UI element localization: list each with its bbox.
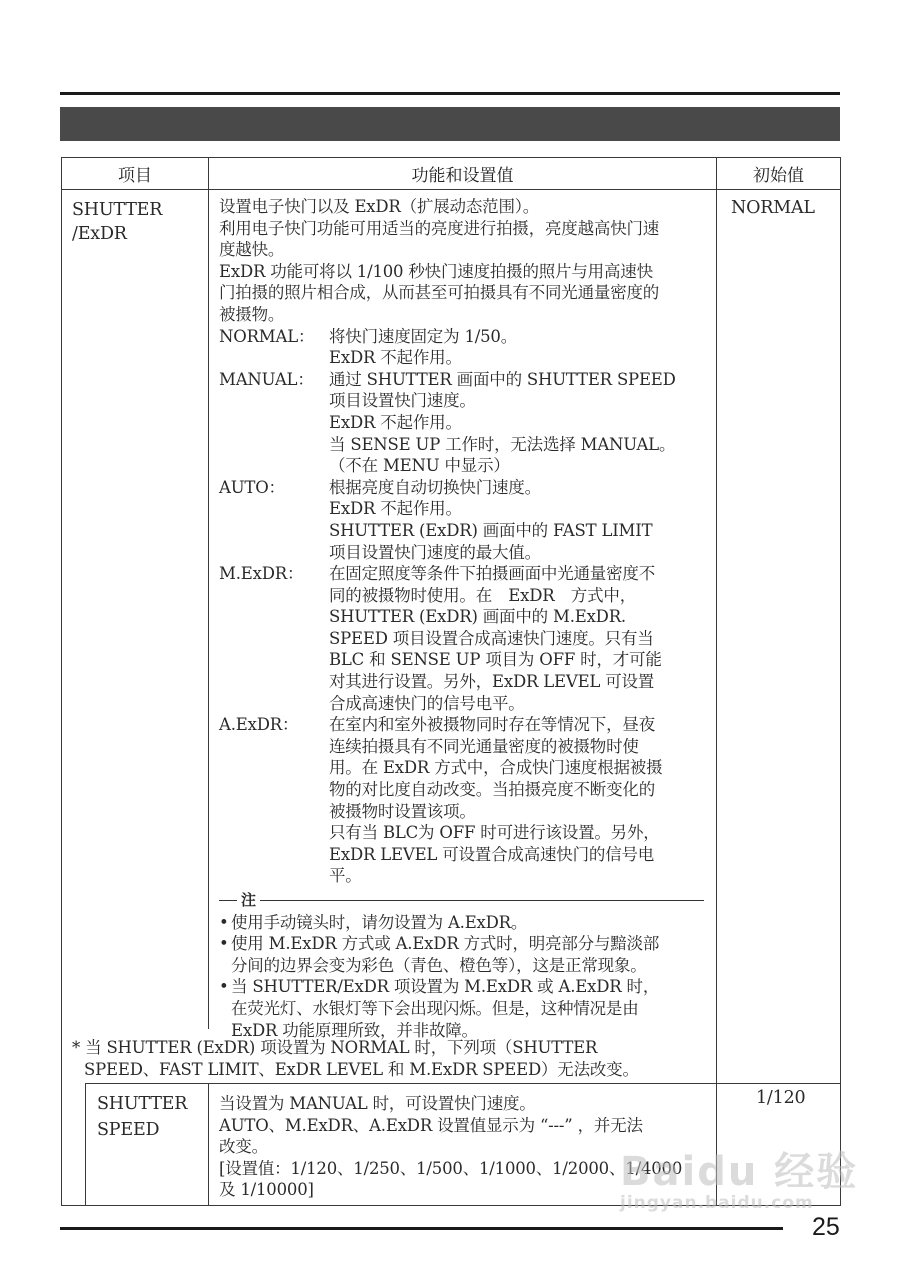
watermark-logo-text: Baidu 经验 <box>620 1149 859 1195</box>
bullet-icon: • <box>219 912 229 932</box>
table-left-border <box>61 157 62 1206</box>
desc-line: 设置电子快门以及 ExDR（扩展动态范围）。 <box>219 197 540 216</box>
subrow-top-border <box>85 1083 841 1084</box>
item-label-line: /ExDR <box>72 224 127 244</box>
table-right-border <box>840 157 841 1206</box>
option-line: 根据亮度自动切换快门速度。 <box>329 477 541 497</box>
desc-line: 及 1/10000] <box>219 1180 314 1200</box>
description-shutter-exdr <box>219 196 704 1041</box>
note-bullet <box>219 933 704 976</box>
note-line: 当 SHUTTER/ExDR 项设置为 M.ExDR 或 A.ExDR 时， <box>231 977 660 997</box>
option-normal <box>219 326 704 369</box>
note-dash <box>219 900 237 901</box>
option-line: 通过 SHUTTER 画面中的 SHUTTER SPEED <box>329 369 676 389</box>
note-line: ExDR 功能原理所致，并非故障。 <box>231 1020 478 1040</box>
option-line: ExDR 不起作用。 <box>329 499 462 519</box>
item-shutter-speed <box>97 1091 187 1143</box>
option-line: ExDR 不起作用。 <box>329 412 462 432</box>
header-bottom-border <box>61 189 841 190</box>
option-line: 被摄物时设置该项。 <box>329 801 476 821</box>
note-line: 使用 M.ExDR 方式或 A.ExDR 方式时，明亮部分与黯淡部 <box>231 934 660 954</box>
description-shutter-speed <box>219 1093 682 1201</box>
option-line: 项目设置快门速度。 <box>329 391 476 411</box>
note-heading <box>219 890 704 912</box>
note-line: 在荧光灯、水银灯等下会出现闪烁。但是，这种情况是由 <box>231 998 639 1018</box>
header-item: 项目 <box>118 166 152 186</box>
option-key: NORMAL： <box>219 326 315 346</box>
option-auto <box>219 477 704 563</box>
subrow-left-border <box>85 1083 86 1206</box>
note-rule <box>260 900 704 901</box>
baidu-watermark <box>620 1140 858 1213</box>
option-line: 对其进行设置。另外，ExDR LEVEL 可设置 <box>329 672 655 692</box>
desc-line: 当设置为 MANUAL 时，可设置快门速度。 <box>219 1094 536 1113</box>
desc-line: 门拍摄的照片相合成，从而甚至可拍摄具有不同光通量密度的 <box>219 283 660 303</box>
initial-value-shutter-speed: 1/120 <box>756 1088 806 1108</box>
option-line: 平。 <box>329 866 362 886</box>
item-label-line: SHUTTER <box>97 1094 188 1114</box>
option-line: 物的对比度自动改变。当拍摄亮度不断变化的 <box>329 780 656 800</box>
bullet-icon: • <box>219 977 229 997</box>
item-label-line: SHUTTER <box>72 200 163 220</box>
item-shutter-exdr <box>72 198 162 246</box>
desc-line: 度越快。 <box>219 240 285 260</box>
desc-line: AUTO、M.ExDR、A.ExDR 设置值显示为 “---” ，并无法 <box>219 1115 643 1135</box>
option-line: BLC 和 SENSE UP 项目为 OFF 时，才可能 <box>329 650 662 670</box>
option-line: 只有当 BLC为 OFF 时可进行该设置。另外， <box>329 823 660 843</box>
bottom-rule <box>60 1227 783 1230</box>
note-line: 使用手动镜头时，请勿设置为 A.ExDR。 <box>231 912 528 932</box>
option-key: A.ExDR： <box>219 715 299 735</box>
option-line: 项目设置快门速度的最大值。 <box>329 542 541 562</box>
watermark-url: jingyan.baidu.com <box>620 1193 814 1213</box>
option-line: （不在 MENU 中显示） <box>329 456 510 476</box>
bullet-icon: • <box>219 934 229 954</box>
option-key: MANUAL： <box>219 369 314 389</box>
desc-line: 改变。 <box>219 1137 268 1157</box>
page-number: 25 <box>812 1213 840 1241</box>
note-title: 注 <box>241 891 256 909</box>
option-line: ExDR LEVEL 可设置合成高速快门的信号电 <box>329 844 655 864</box>
option-line: 在室内和室外被摄物同时存在等情况下，昼夜 <box>329 715 656 735</box>
option-line: ExDR 不起作用。 <box>329 348 462 368</box>
col2-divider <box>716 157 717 1206</box>
footnote-line: * 当 SHUTTER (ExDR) 项设置为 NORMAL 时，下列项（SHUTTER <box>72 1038 598 1057</box>
subrow-col1-divider <box>208 1083 209 1206</box>
header-function: 功能和设置值 <box>411 166 514 186</box>
option-line: 用。在 ExDR 方式中，合成快门速度根据被摄 <box>329 758 663 778</box>
footnote <box>72 1037 639 1081</box>
note-bullet <box>219 976 704 1041</box>
option-key: M.ExDR： <box>219 564 304 584</box>
header-initial: 初始值 <box>753 166 804 186</box>
top-rule <box>60 92 840 95</box>
col1-divider <box>208 157 209 1029</box>
option-key: AUTO： <box>219 477 285 497</box>
option-line: 将快门速度固定为 1/50。 <box>329 326 517 346</box>
option-line: SHUTTER (ExDR) 画面中的 FAST LIMIT <box>329 520 653 540</box>
option-line: 同的被摄物时使用。在 ExDR 方式中， <box>329 585 637 605</box>
desc-line: ExDR 功能可将以 1/100 秒快门速度拍摄的照片与用高速快 <box>219 261 653 281</box>
option-line: 在固定照度等条件下拍摄画面中光通量密度不 <box>329 564 656 584</box>
section-header-band <box>60 107 840 141</box>
desc-line: [设置值：1/120、1/250、1/500、1/1000、1/2000、1/4000 <box>219 1158 683 1178</box>
initial-value-shutter-exdr: NORMAL <box>731 198 815 218</box>
option-m-exdr <box>219 563 704 714</box>
option-line: 当 SENSE UP 工作时，无法选择 MANUAL。 <box>329 434 676 454</box>
desc-line: 利用电子快门功能可用适当的亮度进行拍摄，亮度越高快门速 <box>219 218 660 238</box>
footnote-line: SPEED、FAST LIMIT、ExDR LEVEL 和 M.ExDR SPEED）无法改变。 <box>84 1060 639 1079</box>
note-line: 分间的边界会变为彩色（青色、橙色等），这是正常现象。 <box>231 955 647 975</box>
option-line: SPEED 项目设置合成高速快门速度。只有当 <box>329 628 654 648</box>
option-manual <box>219 369 704 477</box>
option-line: 连续拍摄具有不同光通量密度的被摄物时使 <box>329 736 639 756</box>
option-line: 合成高速快门的信号电平。 <box>329 693 525 713</box>
desc-line: 被摄物。 <box>219 304 285 324</box>
note-bullet <box>219 912 704 934</box>
option-line: SHUTTER (ExDR) 画面中的 M.ExDR. <box>329 607 626 627</box>
option-a-exdr <box>219 714 704 887</box>
item-label-line: SPEED <box>97 1120 160 1140</box>
